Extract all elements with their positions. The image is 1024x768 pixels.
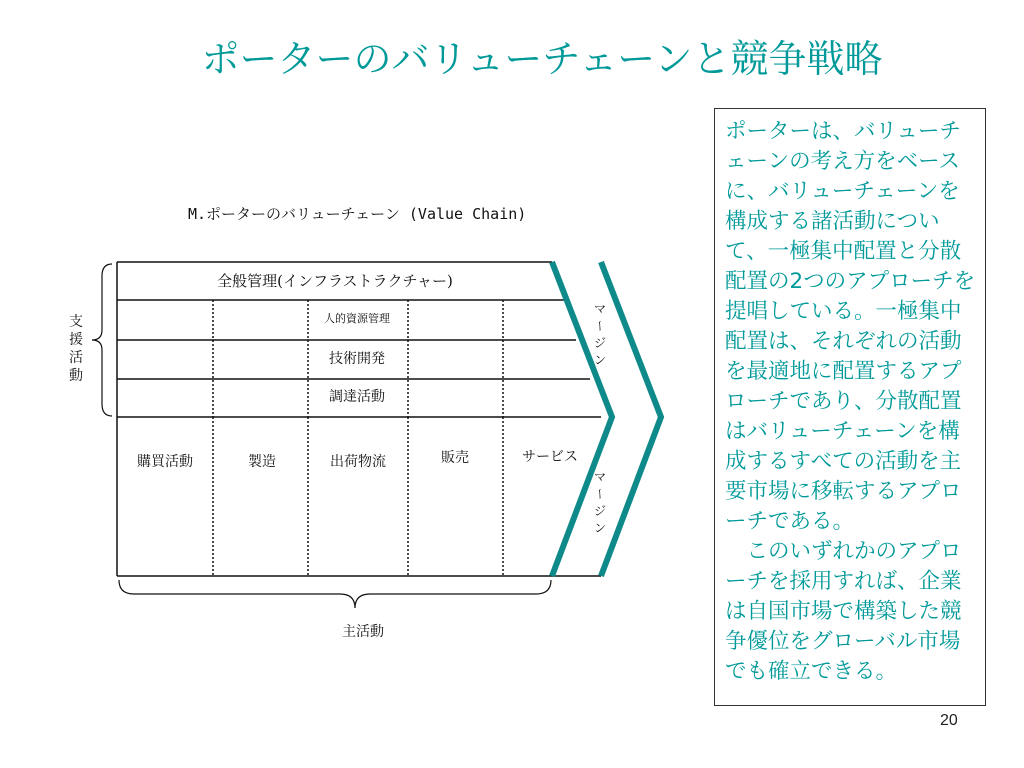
hr-label: 人的資源管理 bbox=[324, 312, 390, 325]
primary-label: 主活動 bbox=[342, 624, 384, 640]
procurement-label: 調達活動 bbox=[329, 389, 385, 405]
support-label-char: 支 bbox=[69, 314, 83, 330]
margin-char: ジ bbox=[593, 504, 607, 518]
support-rows bbox=[117, 262, 601, 576]
primary-brace bbox=[119, 580, 551, 608]
margin-chevrons bbox=[552, 262, 661, 576]
column-separators bbox=[213, 300, 503, 576]
margin-char: ン bbox=[593, 353, 607, 367]
support-label-char: 援 bbox=[69, 332, 83, 348]
technology-label: 技術開発 bbox=[329, 351, 385, 367]
margin-char: ジ bbox=[593, 336, 607, 350]
margin-char: ー bbox=[593, 319, 607, 333]
margin-char: ン bbox=[593, 521, 607, 535]
primary-activity-sales: 販売 bbox=[441, 450, 469, 466]
primary-activity-manufacturing: 製造 bbox=[248, 454, 276, 470]
margin-char: ー bbox=[593, 487, 607, 501]
primary-activity-outbound-logistics: 出荷物流 bbox=[330, 454, 386, 470]
support-label-char: 活 bbox=[69, 350, 83, 366]
margin-char: マ bbox=[593, 302, 607, 316]
explanation-box bbox=[714, 108, 986, 706]
support-label-char: 動 bbox=[69, 368, 83, 384]
support-label bbox=[69, 313, 83, 384]
explanation-paragraph-1: ポーターは、バリューチェーンの考え方をベースに、バリューチェーンを構成する諸活動について、一極集中配置と分散配置の2つのアプローチを提唱している。一極集中配置は、それぞれの活動を最適地に配置するアプローチであり、分散配置はバリューチェーンを構成するすべての活動を主要市場に移転するアプローチである。 bbox=[725, 119, 976, 534]
margin-label-bottom bbox=[593, 470, 607, 535]
support-brace bbox=[92, 264, 112, 416]
margin-char: マ bbox=[593, 470, 607, 484]
diagram-heading: M.ポーターのバリューチェーン (Value Chain) bbox=[188, 205, 527, 223]
explanation-paragraph-2: このいずれかのアプローチを採用すれば、企業は自国市場で構築した競争優位をグローバル市場でも確立できる。 bbox=[725, 539, 962, 684]
slide-title: ポーターのバリューチェーンと競争戦略 bbox=[201, 37, 883, 81]
primary-activity-service: サービス bbox=[522, 449, 578, 465]
primary-activity-purchasing: 購買活動 bbox=[137, 454, 193, 470]
margin-label-top bbox=[593, 302, 607, 367]
page-number: 20 bbox=[940, 712, 958, 729]
infrastructure-label: 全般管理(インフラストラクチャー) bbox=[217, 272, 453, 290]
